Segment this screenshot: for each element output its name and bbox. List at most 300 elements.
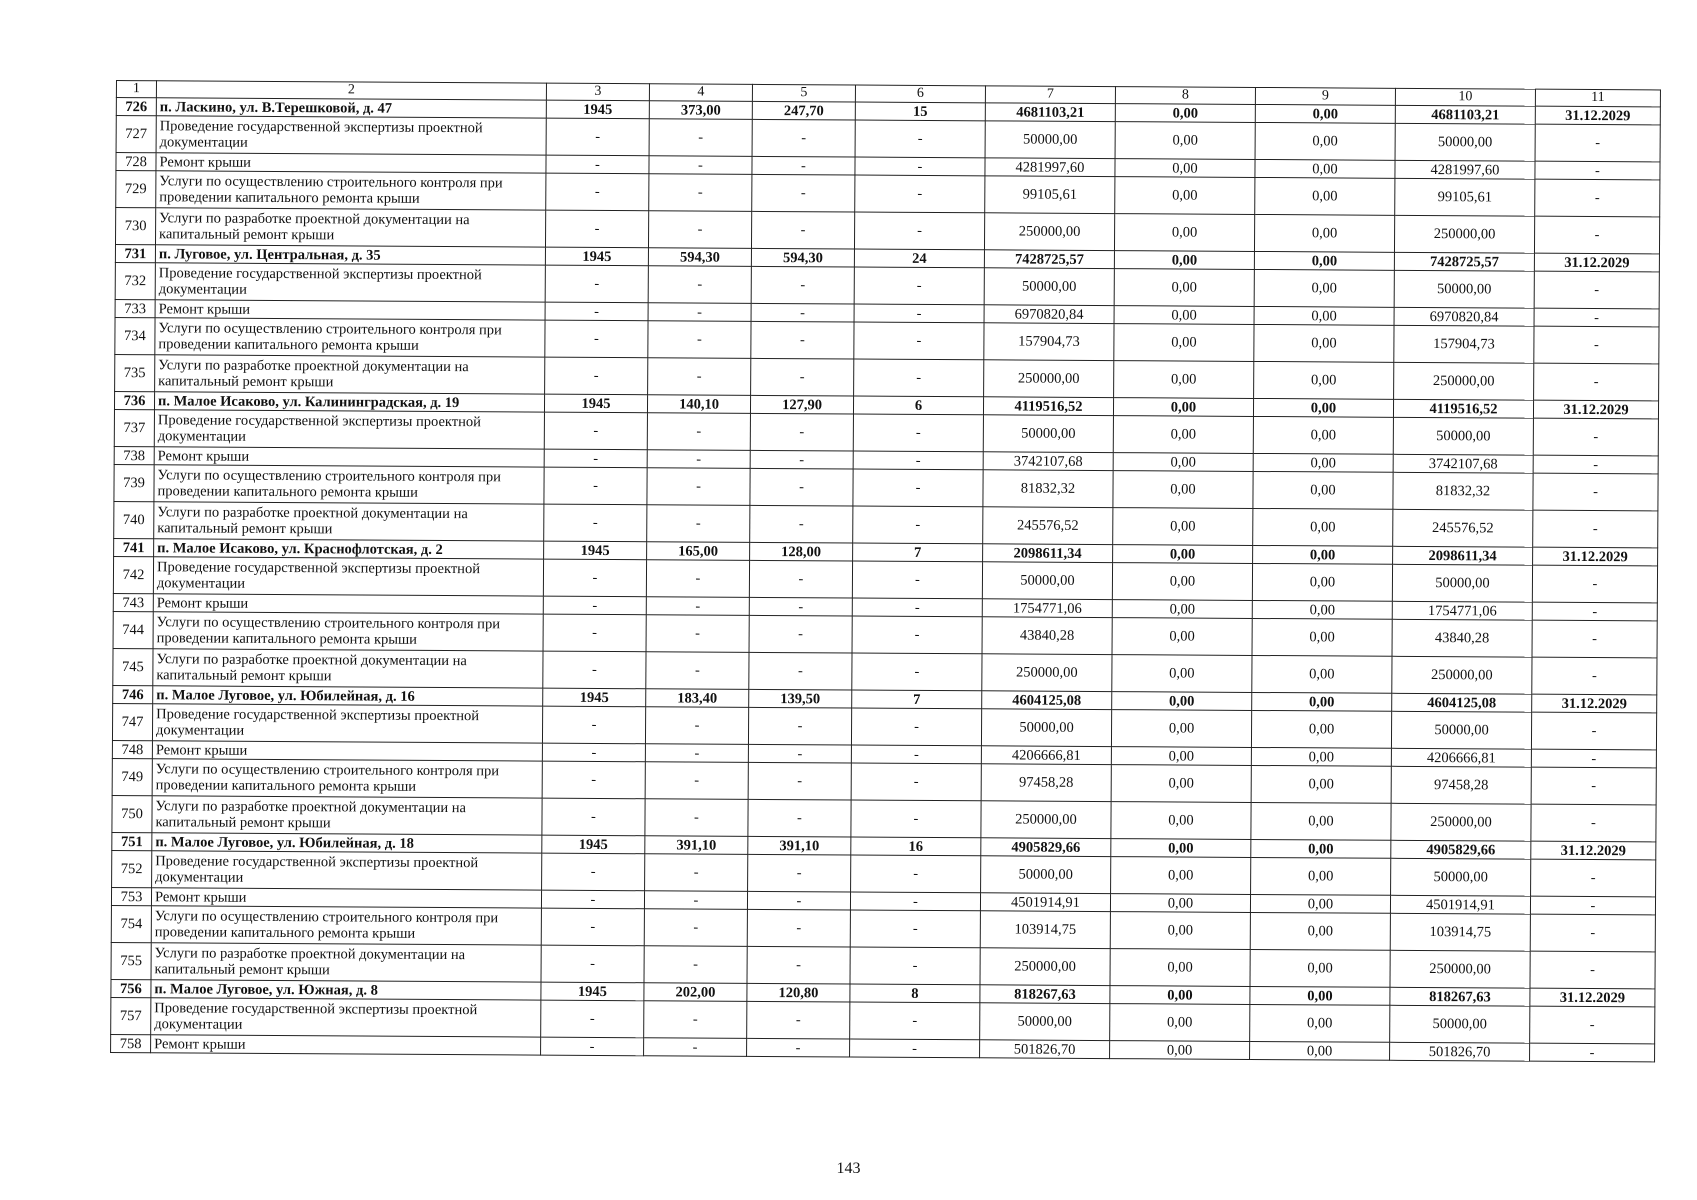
value-cell-c4: - (644, 891, 747, 910)
description-cell: Услуги по осуществлению строительного контроля при проведении капитального ремонта крыши (154, 465, 544, 504)
value-cell-c4: 594,30 (648, 248, 751, 267)
value-cell-c8: 0,00 (1113, 545, 1253, 564)
value-cell-c4: - (647, 450, 750, 469)
value-cell-c5: 594,30 (751, 248, 854, 267)
value-cell-c9: 0,00 (1251, 802, 1391, 840)
row-number-cell: 744 (113, 611, 153, 648)
value-cell-c9: 0,00 (1251, 765, 1391, 803)
value-cell-c9: 0,00 (1250, 949, 1390, 987)
value-cell-c6: - (854, 359, 984, 397)
description-cell: Проведение государственной экспертизы проектной документации (152, 851, 542, 890)
value-cell-c6: 24 (854, 249, 984, 268)
value-cell-c8: 0,00 (1112, 655, 1252, 693)
description-cell: Проведение государственной экспертизы проектной документации (153, 557, 543, 596)
value-cell-c7: 3742107,68 (983, 452, 1113, 471)
value-cell-c3: 1945 (542, 835, 645, 854)
value-cell-c5: 120,80 (747, 983, 850, 1002)
value-cell-c7: 99105,61 (985, 176, 1115, 214)
value-cell-c3: - (544, 504, 647, 542)
value-cell-c5: 139,50 (749, 689, 852, 708)
value-cell-c5: - (752, 174, 855, 212)
value-cell-c8: 0,00 (1112, 563, 1252, 601)
row-number-cell: 730 (115, 208, 155, 245)
value-cell-c4: - (644, 1038, 747, 1057)
value-cell-c10: 99105,61 (1395, 178, 1535, 216)
value-cell-c8: 0,00 (1110, 894, 1250, 913)
value-cell-c4: 391,10 (645, 836, 748, 855)
value-cell-c7: 103914,75 (980, 911, 1110, 949)
col-header: 7 (985, 86, 1115, 104)
value-cell-c10: 157904,73 (1394, 325, 1534, 363)
value-cell-c7: 4119516,52 (983, 397, 1113, 416)
value-cell-c9: 0,00 (1250, 1041, 1390, 1060)
description-cell: п. Малое Луговое, ул. Южная, д. 8 (151, 980, 541, 1000)
row-number-cell: 751 (112, 832, 152, 850)
value-cell-c9: 0,00 (1250, 912, 1390, 950)
value-cell-c3: - (544, 467, 647, 505)
value-cell-c10: 2098611,34 (1393, 546, 1533, 565)
value-cell-c4: - (644, 1001, 747, 1039)
value-cell-c5: - (751, 358, 854, 396)
value-cell-c4: - (647, 413, 750, 451)
value-cell-c11: - (1530, 1043, 1655, 1062)
value-cell-c8: 0,00 (1114, 306, 1254, 325)
description-cell: Услуги по разработке проектной документации на капитальный ремонт крыши (151, 943, 541, 982)
value-cell-c10: 43840,28 (1392, 619, 1532, 657)
value-cell-c10: 50000,00 (1391, 711, 1531, 749)
value-cell-c9: 0,00 (1254, 251, 1394, 270)
repair-schedule-table (110, 80, 1661, 1062)
value-cell-c8: 0,00 (1111, 857, 1251, 895)
row-number-cell: 748 (112, 740, 152, 758)
row-number-cell: 726 (116, 98, 156, 116)
value-cell-c3: - (542, 853, 645, 891)
value-cell-c3: - (541, 1000, 644, 1038)
value-cell-c8: 0,00 (1112, 600, 1252, 619)
value-cell-c7: 50000,00 (981, 709, 1111, 747)
value-cell-c6: 6 (853, 396, 983, 415)
value-cell-c7: 50000,00 (984, 268, 1114, 306)
description-cell: Услуги по осуществлению строительного контроля при проведении капитального ремонта крыши (151, 906, 541, 945)
value-cell-c3: - (541, 945, 644, 983)
value-cell-c3: - (545, 320, 648, 358)
value-cell-c8: 0,00 (1114, 251, 1254, 270)
value-cell-c3: - (543, 559, 646, 597)
value-cell-c11: - (1532, 565, 1657, 603)
value-cell-c6: - (854, 304, 984, 323)
row-number-cell: 743 (113, 593, 153, 611)
value-cell-c5: - (750, 450, 853, 469)
value-cell-c5: - (751, 211, 854, 249)
row-number-cell: 739 (114, 464, 154, 501)
value-cell-c5: - (748, 854, 851, 892)
col-header: 8 (1115, 87, 1255, 105)
value-cell-c9: 0,00 (1250, 986, 1390, 1005)
value-cell-c6: - (851, 708, 981, 746)
value-cell-c11: - (1535, 161, 1660, 180)
value-cell-c4: - (648, 321, 751, 359)
value-cell-c5: - (750, 505, 853, 543)
value-cell-c7: 245576,52 (983, 507, 1113, 545)
value-cell-c9: 0,00 (1255, 122, 1395, 160)
value-cell-c5: - (751, 321, 854, 359)
value-cell-c6: - (850, 1039, 980, 1058)
description-cell: п. Ласкино, ул. В.Терешковой, д. 47 (156, 98, 546, 118)
value-cell-c3: - (542, 761, 645, 799)
value-cell-c3: 1945 (541, 982, 644, 1001)
value-cell-c7: 6970820,84 (984, 305, 1114, 324)
value-cell-c7: 50000,00 (982, 562, 1112, 600)
value-cell-c9: 0,00 (1254, 214, 1394, 252)
value-cell-c3: - (545, 265, 648, 303)
value-cell-c8: 0,00 (1113, 471, 1253, 509)
value-cell-c10: 50000,00 (1391, 858, 1531, 896)
value-cell-c5: - (751, 266, 854, 304)
value-cell-c8: 0,00 (1110, 986, 1250, 1005)
value-cell-c10: 7428725,57 (1394, 252, 1534, 271)
value-cell-c7: 81832,32 (983, 470, 1113, 508)
col-header: 10 (1395, 88, 1535, 106)
value-cell-c9: 0,00 (1254, 269, 1394, 307)
value-cell-c4: - (645, 762, 748, 800)
value-cell-c11: - (1531, 859, 1656, 897)
value-cell-c6: - (851, 763, 981, 801)
value-cell-c10: 250000,00 (1390, 950, 1530, 988)
value-cell-c10: 6970820,84 (1394, 307, 1534, 326)
value-cell-c10: 250000,00 (1392, 656, 1532, 694)
value-cell-c3: - (542, 706, 645, 744)
value-cell-c3: 1945 (545, 247, 648, 266)
description-cell: Проведение государственной экспертизы проектной документации (155, 263, 545, 302)
value-cell-c4: - (644, 909, 747, 947)
value-cell-c9: 0,00 (1253, 398, 1393, 417)
row-number-cell: 758 (111, 1034, 151, 1052)
value-cell-c4: 202,00 (644, 983, 747, 1002)
value-cell-c10: 4206666,81 (1391, 748, 1531, 767)
value-cell-c7: 2098611,34 (983, 544, 1113, 563)
value-cell-c9: 0,00 (1250, 1004, 1390, 1042)
value-cell-c3: - (541, 1037, 644, 1056)
value-cell-c11: - (1531, 767, 1656, 805)
col-header: 6 (855, 85, 985, 103)
value-cell-c4: - (647, 468, 750, 506)
value-cell-c8: 0,00 (1110, 1041, 1250, 1060)
value-cell-c7: 43840,28 (982, 617, 1112, 655)
value-cell-c6: - (851, 800, 981, 838)
description-cell: Услуги по разработке проектной документации на капитальный ремонт крыши (154, 502, 544, 541)
value-cell-c10: 250000,00 (1394, 215, 1534, 253)
value-cell-c11: - (1532, 620, 1657, 658)
value-cell-c3: - (543, 596, 646, 615)
value-cell-c3: 1945 (543, 688, 646, 707)
row-number-cell: 755 (111, 942, 151, 979)
value-cell-c8: 0,00 (1115, 159, 1255, 178)
value-cell-c7: 4501914,91 (980, 893, 1110, 912)
row-number-cell: 736 (114, 391, 154, 409)
value-cell-c7: 4604125,08 (982, 691, 1112, 710)
col-header: 5 (752, 84, 855, 102)
value-cell-c7: 7428725,57 (984, 250, 1114, 269)
value-cell-c5: - (749, 652, 852, 690)
value-cell-c7: 4281997,60 (985, 158, 1115, 177)
row-number-cell: 750 (112, 795, 152, 832)
value-cell-c6: - (851, 855, 981, 893)
value-cell-c9: 0,00 (1255, 104, 1395, 123)
value-cell-c9: 0,00 (1252, 618, 1392, 656)
row-number-cell: 746 (113, 685, 153, 703)
value-cell-c5: - (747, 1001, 850, 1039)
value-cell-c5: 391,10 (748, 836, 851, 855)
value-cell-c6: 16 (851, 837, 981, 856)
value-cell-c9: 0,00 (1253, 508, 1393, 546)
value-cell-c6: - (853, 451, 983, 470)
value-cell-c11: - (1535, 179, 1660, 217)
value-cell-c9: 0,00 (1253, 453, 1393, 472)
value-cell-c11: - (1530, 896, 1655, 915)
value-cell-c9: 0,00 (1251, 839, 1391, 858)
row-number-cell: 745 (113, 648, 153, 685)
value-cell-c10: 501826,70 (1390, 1042, 1530, 1061)
description-cell: п. Малое Исаково, ул. Калининградская, д. 19 (154, 392, 544, 412)
value-cell-c10: 50000,00 (1392, 564, 1532, 602)
value-cell-c7: 97458,28 (981, 764, 1111, 802)
row-number-cell: 728 (116, 153, 156, 171)
value-cell-c5: - (748, 762, 851, 800)
row-number-cell: 742 (113, 556, 153, 593)
col-header: 2 (156, 81, 546, 100)
value-cell-c11: - (1532, 657, 1657, 695)
value-cell-c6: - (852, 598, 982, 617)
table-body (111, 81, 1661, 1062)
value-cell-c5: 128,00 (750, 542, 853, 561)
value-cell-c4: 373,00 (649, 101, 752, 120)
row-number-cell: 731 (115, 244, 155, 262)
value-cell-c5: - (750, 468, 853, 506)
value-cell-c11: - (1530, 1006, 1655, 1044)
value-cell-c8: 0,00 (1110, 1004, 1250, 1042)
value-cell-c10: 245576,52 (1393, 509, 1533, 547)
description-cell: Проведение государственной экспертизы проектной документации (152, 704, 542, 743)
value-cell-c6: - (855, 157, 985, 176)
value-cell-c10: 50000,00 (1390, 1005, 1530, 1043)
value-cell-c6: 7 (853, 543, 983, 562)
value-cell-c5: - (752, 156, 855, 175)
value-cell-c8: 0,00 (1115, 177, 1255, 215)
value-cell-c6: - (852, 561, 982, 599)
value-cell-c3: - (545, 302, 648, 321)
value-cell-c6: 15 (855, 102, 985, 121)
value-cell-c5: - (749, 560, 852, 598)
value-cell-c11: - (1531, 712, 1656, 750)
value-cell-c8: 0,00 (1111, 710, 1251, 748)
description-cell: Ремонт крыши (153, 594, 543, 614)
description-cell: Ремонт крыши (151, 1035, 541, 1055)
value-cell-c9: 0,00 (1252, 655, 1392, 693)
value-cell-c11: - (1530, 951, 1655, 989)
value-cell-c10: 81832,32 (1393, 472, 1533, 510)
value-cell-c5: - (749, 615, 852, 653)
value-cell-c8: 0,00 (1111, 839, 1251, 858)
description-cell: Услуги по осуществлению строительного контроля при проведении капитального ремонта крыши (156, 171, 546, 210)
value-cell-c4: - (646, 560, 749, 598)
page-number: 143 (836, 1160, 861, 1177)
row-number-cell: 732 (115, 262, 155, 299)
col-header: 4 (649, 84, 752, 102)
value-cell-c10: 4501914,91 (1390, 895, 1530, 914)
value-cell-c8: 0,00 (1114, 324, 1254, 362)
value-cell-c10: 250000,00 (1391, 803, 1531, 841)
value-cell-c5: - (747, 891, 850, 910)
value-cell-c7: 4681103,21 (985, 103, 1115, 122)
value-cell-c6: - (850, 947, 980, 985)
description-cell: п. Луговое, ул. Центральная, д. 35 (155, 245, 545, 265)
description-cell: Ремонт крыши (152, 741, 542, 761)
row-number-cell: 738 (114, 446, 154, 464)
value-cell-c3: - (542, 743, 645, 762)
value-cell-c11: - (1535, 124, 1660, 162)
value-cell-c7: 250000,00 (984, 213, 1114, 251)
value-cell-c3: - (546, 173, 649, 211)
col-header: 1 (116, 81, 156, 98)
value-cell-c6: - (853, 506, 983, 544)
value-cell-c5: 247,70 (752, 101, 855, 120)
value-cell-c8: 0,00 (1115, 104, 1255, 123)
value-cell-c8: 0,00 (1113, 453, 1253, 472)
value-cell-c10: 103914,75 (1390, 913, 1530, 951)
value-cell-c11: - (1532, 602, 1657, 621)
value-cell-c5: - (748, 744, 851, 763)
value-cell-c7: 50000,00 (981, 856, 1111, 894)
value-cell-c10: 50000,00 (1393, 417, 1533, 455)
value-cell-c7: 50000,00 (980, 1003, 1110, 1041)
value-cell-c3: - (545, 357, 648, 395)
value-cell-c9: 0,00 (1251, 857, 1391, 895)
value-cell-c3: 1945 (544, 394, 647, 413)
value-cell-c10: 50000,00 (1394, 270, 1534, 308)
description-cell: Ремонт крыши (156, 153, 546, 173)
value-cell-c6: - (850, 892, 980, 911)
value-cell-c8: 0,00 (1114, 269, 1254, 307)
description-cell: Услуги по осуществлению строительного контроля при проведении капитального ремонта крыши (153, 612, 543, 651)
description-cell: Услуги по разработке проектной документации на капитальный ремонт крыши (152, 796, 542, 835)
value-cell-c6: - (851, 745, 981, 764)
value-cell-c8: 0,00 (1110, 949, 1250, 987)
value-cell-c9: 0,00 (1251, 747, 1391, 766)
value-cell-c10: 97458,28 (1391, 766, 1531, 804)
value-cell-c5: - (747, 1038, 850, 1057)
value-cell-c10: 4905829,66 (1391, 840, 1531, 859)
value-cell-c11: - (1533, 455, 1658, 474)
value-cell-c11: - (1534, 216, 1659, 254)
value-cell-c4: - (646, 652, 749, 690)
value-cell-c3: - (542, 798, 645, 836)
value-cell-c11: - (1533, 510, 1658, 548)
description-cell: Услуги по разработке проектной документации на капитальный ремонт крыши (155, 355, 545, 394)
value-cell-c9: 0,00 (1252, 692, 1392, 711)
value-cell-c7: 250000,00 (982, 654, 1112, 692)
value-cell-c11: 31.12.2029 (1530, 988, 1655, 1007)
value-cell-c8: 0,00 (1113, 398, 1253, 417)
value-cell-c11: 31.12.2029 (1531, 841, 1656, 860)
value-cell-c9: 0,00 (1252, 600, 1392, 619)
value-cell-c5: - (747, 909, 850, 947)
value-cell-c6: - (854, 212, 984, 250)
value-cell-c9: 0,00 (1253, 545, 1393, 564)
value-cell-c8: 0,00 (1114, 214, 1254, 252)
value-cell-c3: - (543, 614, 646, 652)
description-cell: п. Малое Исаково, ул. Краснофлотская, д. 2 (154, 539, 544, 559)
value-cell-c7: 4905829,66 (981, 838, 1111, 857)
value-cell-c9: 0,00 (1250, 894, 1390, 913)
value-cell-c6: - (852, 616, 982, 654)
value-cell-c3: - (543, 651, 646, 689)
value-cell-c4: - (645, 799, 748, 837)
value-cell-c4: - (648, 211, 751, 249)
value-cell-c6: - (853, 414, 983, 452)
value-cell-c11: 31.12.2029 (1533, 547, 1658, 566)
value-cell-c4: 140,10 (647, 395, 750, 414)
value-cell-c3: - (541, 890, 644, 909)
value-cell-c3: - (541, 908, 644, 946)
value-cell-c6: - (850, 910, 980, 948)
row-number-cell: 741 (114, 538, 154, 556)
row-number-cell: 749 (112, 758, 152, 795)
value-cell-c6: 7 (852, 690, 982, 709)
value-cell-c5: - (752, 119, 855, 157)
value-cell-c10: 4119516,52 (1393, 399, 1533, 418)
value-cell-c6: - (850, 1002, 980, 1040)
value-cell-c5: 127,90 (750, 395, 853, 414)
value-cell-c3: - (546, 155, 649, 174)
col-header: 9 (1255, 87, 1395, 105)
row-number-cell: 747 (112, 703, 152, 740)
value-cell-c3: 1945 (544, 541, 647, 560)
value-cell-c6: - (855, 175, 985, 213)
value-cell-c4: - (645, 854, 748, 892)
value-cell-c3: - (544, 412, 647, 450)
row-number-cell: 734 (115, 317, 155, 354)
value-cell-c4: - (649, 174, 752, 212)
value-cell-c8: 0,00 (1112, 618, 1252, 656)
value-cell-c7: 50000,00 (985, 121, 1115, 159)
value-cell-c10: 250000,00 (1394, 362, 1534, 400)
value-cell-c4: - (645, 707, 748, 745)
value-cell-c11: - (1530, 914, 1655, 952)
value-cell-c8: 0,00 (1114, 361, 1254, 399)
value-cell-c6: - (852, 653, 982, 691)
value-cell-c9: 0,00 (1254, 361, 1394, 399)
value-cell-c8: 0,00 (1111, 802, 1251, 840)
value-cell-c4: - (649, 156, 752, 175)
value-cell-c8: 0,00 (1110, 912, 1250, 950)
value-cell-c4: 183,40 (646, 689, 749, 708)
value-cell-c4: - (648, 358, 751, 396)
value-cell-c10: 4281997,60 (1395, 160, 1535, 179)
value-cell-c8: 0,00 (1111, 747, 1251, 766)
row-number-cell: 752 (112, 850, 152, 887)
value-cell-c6: - (854, 322, 984, 360)
value-cell-c4: 165,00 (647, 542, 750, 561)
value-cell-c7: 818267,63 (980, 985, 1110, 1004)
value-cell-c11: 31.12.2029 (1535, 106, 1660, 125)
value-cell-c8: 0,00 (1113, 508, 1253, 546)
value-cell-c11: - (1534, 326, 1659, 364)
value-cell-c10: 4681103,21 (1395, 105, 1535, 124)
row-number-cell: 756 (111, 979, 151, 997)
value-cell-c3: - (544, 449, 647, 468)
value-cell-c6: - (853, 469, 983, 507)
value-cell-c7: 4206666,81 (981, 746, 1111, 765)
